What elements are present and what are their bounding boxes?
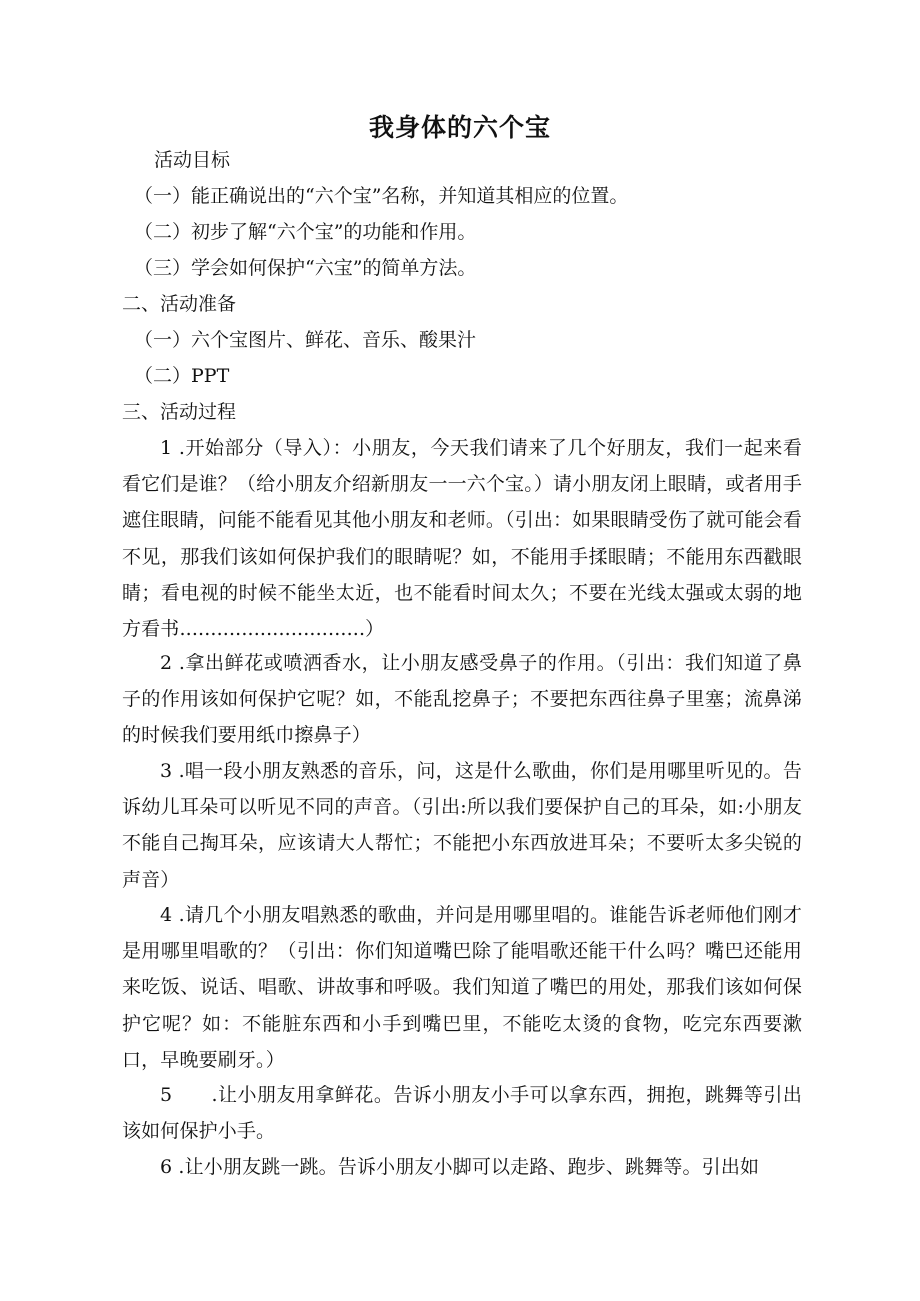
process-step-2: 2 .拿出鲜花或喷洒香水，让小朋友感受鼻子的作用。（引出：我们知道了鼻子的作用该如何保护它呢？如，不能乱挖鼻子；不要把东西往鼻子里塞；流鼻涕的时候我们要用纸巾擦鼻子） bbox=[122, 652, 802, 747]
goal-item-1: （一）能正确说出的“六个宝”名称，并知道其相应的位置。 bbox=[134, 185, 629, 207]
page-title: 我身体的六个宝 bbox=[368, 113, 551, 142]
process-step-4: 4 .请几个小朋友唱熟悉的歌曲，并问是用哪里唱的。谁能告诉老师他们刚才是用哪里唱歌的？（引出：你们知道嘴巴除了能唱歌还能干什么吗？嘴巴还能用来吃饭、说话、唱歌、讲故事和呼吸。我们知道了嘴巴的用处，那我们该如何保护它呢？如：不能脏东西和小手到嘴巴里，不能吃太烫的食物，吃完东西要漱口，早晚要刷牙。） bbox=[122, 904, 802, 1071]
section-heading-process: 三、活动过程 bbox=[122, 401, 237, 423]
prep-item-1: （一）六个宝图片、鲜花、音乐、酸果汁 bbox=[134, 329, 477, 351]
process-step-5: 5 .让小朋友用拿鲜花。告诉小朋友小手可以拿东西，拥抱，跳舞等引出该如何保护小手。 bbox=[122, 1084, 802, 1143]
goal-item-2: （二）初步了解“六个宝”的功能和作用。 bbox=[134, 221, 477, 243]
prep-item-2: （二）PPT bbox=[134, 365, 230, 387]
section-heading-goals: 活动目标 bbox=[154, 149, 231, 171]
process-step-1: 1 .开始部分（导入）：小朋友，今天我们请来了几个好朋友，我们一起来看看它们是谁？（给小朋友介绍新朋友一一六个宝。）请小朋友闭上眼睛，或者用手遮住眼睛，问能不能看见其他小朋友和老师。（引出：如果眼睛受伤了就可能会看不见，那我们该如何保护我们的眼睛呢？如，不能用手揉眼睛；不能用东西戳眼睛；看电视的时候不能坐太近，也不能看时间太久；不要在光线太强或太弱的地方看书..............................） bbox=[122, 437, 802, 641]
process-step-6: 6 .让小朋友跳一跳。告诉小朋友小脚可以走路、跑步、跳舞等。引出如 bbox=[160, 1156, 760, 1178]
process-step-3: 3 .唱一段小朋友熟悉的音乐，问，这是什么歌曲，你们是用哪里听见的。告诉幼儿耳朵可以听见不同的声音。（引出:所以我们要保护自己的耳朵，如:小朋友不能自己掏耳朵，应该请大人帮忙；不能把小东西放进耳朵；不要听太多尖锐的声音） bbox=[122, 760, 802, 891]
section-heading-preparation: 二、活动准备 bbox=[122, 293, 237, 315]
goal-item-3: （三）学会如何保护“六宝”的简单方法。 bbox=[134, 257, 477, 279]
